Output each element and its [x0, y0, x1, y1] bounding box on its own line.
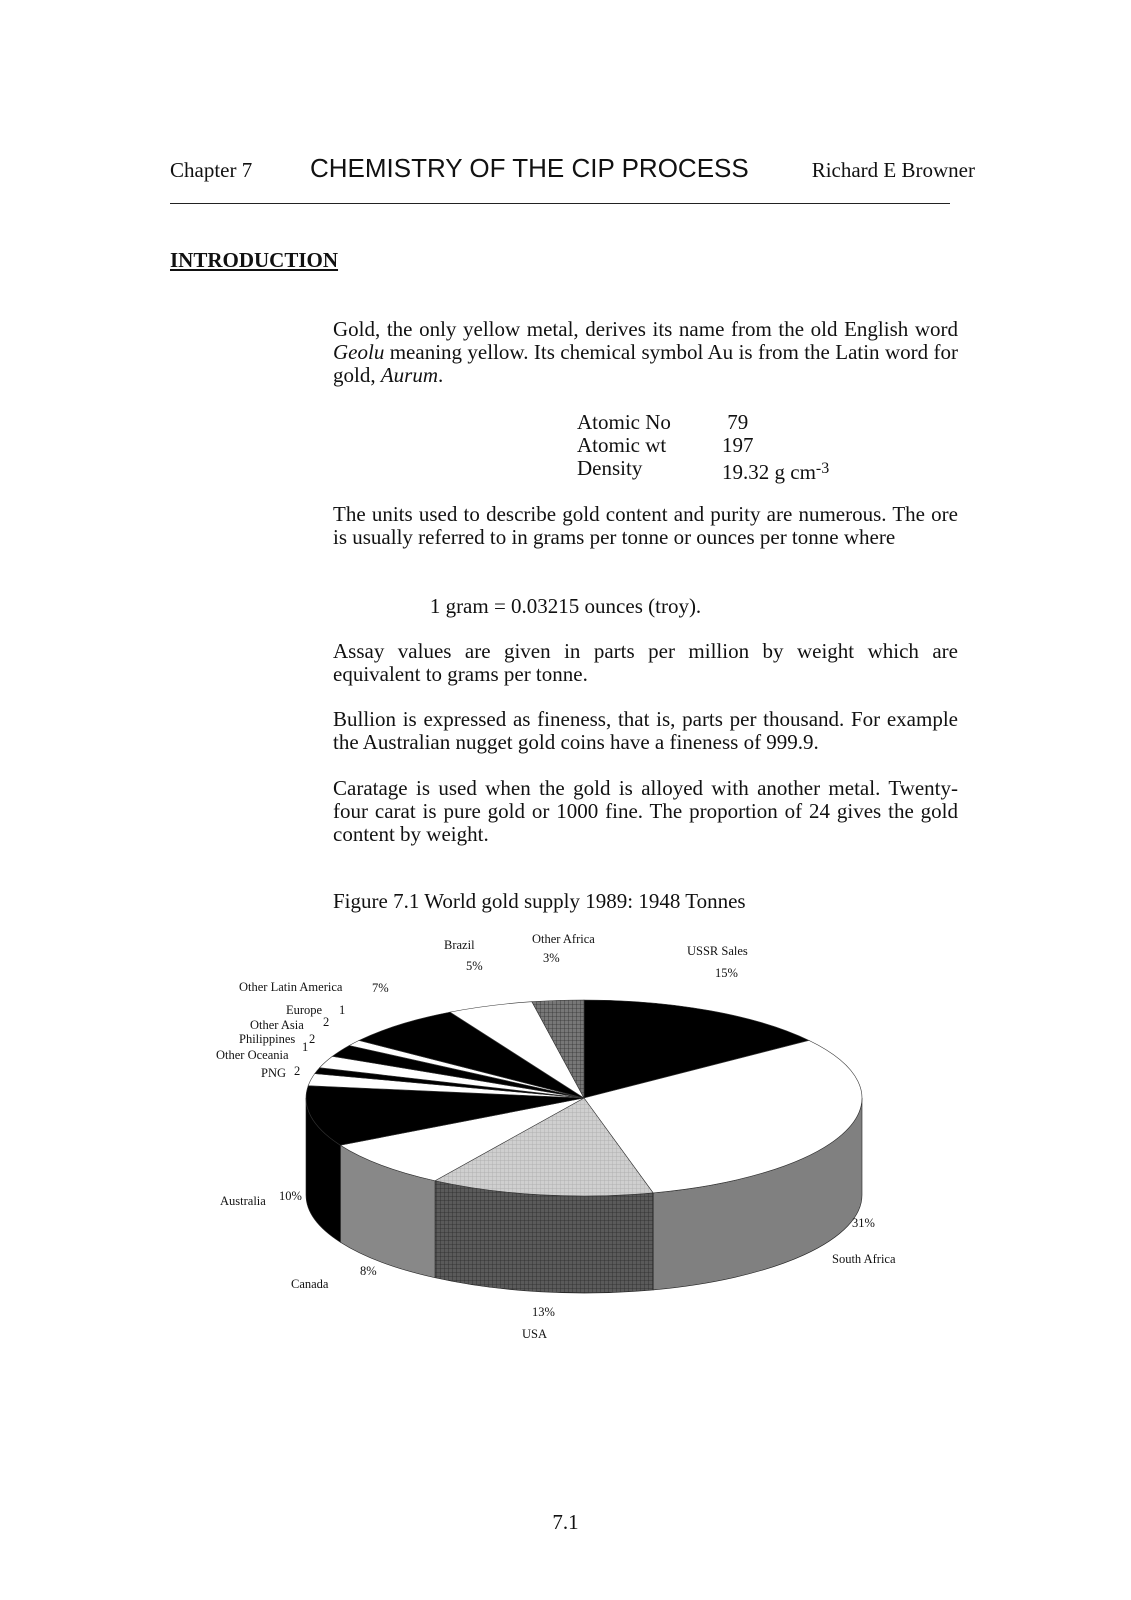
- label-brazil: Brazil: [444, 938, 475, 952]
- intro-paragraph-2: The units used to describe gold content and purity are numerous. The ore is usually referred to in grams per tonne or ounces per tonne where: [333, 502, 958, 549]
- property-label: Atomic wt: [577, 433, 667, 457]
- density-exponent: -3: [815, 460, 830, 477]
- property-label: Atomic No: [577, 410, 671, 434]
- property-value: 197: [722, 433, 754, 457]
- intro-paragraph-4: Bullion is expressed as fineness, that is, parts per thousand. For example the Australian nugget gold coins have a fineness of 999.9.: [333, 707, 958, 754]
- value-brazil: 5%: [466, 959, 483, 973]
- intro-paragraph-1: Gold, the only yellow metal, derives its name from the old English word Geolu meaning yellow. Its chemical symbol Au is from the Latin word for gold, Aurum.: [333, 317, 958, 387]
- pie-side-usa: [435, 1181, 653, 1293]
- value-canada: 8%: [360, 1264, 377, 1278]
- property-value: 79: [722, 410, 749, 434]
- word-aurum: Aurum: [380, 363, 439, 387]
- property-value: 19.32 g $cm^{-3}$: [722, 460, 830, 484]
- label-other-asia: Other Asia: [250, 1018, 304, 1032]
- label-other-latin-america: Other Latin America: [239, 980, 343, 994]
- label-ussr-sales: USSR Sales: [687, 944, 748, 958]
- value-australia: 10%: [279, 1189, 302, 1203]
- author-name: Richard E Browner: [811, 158, 975, 182]
- label-other-africa: Other Africa: [532, 932, 595, 946]
- intro-paragraph-3: Assay values are given in parts per million by weight which are equivalent to grams per tonne.: [333, 639, 958, 686]
- value-usa: 13%: [532, 1305, 555, 1319]
- word-geolu: Geolu: [333, 340, 385, 364]
- figure-caption: Figure 7.1 World gold supply 1989: 1948 Tonnes: [333, 889, 746, 913]
- value-europe: 1: [339, 1003, 346, 1017]
- value-ussr-sales: 15%: [715, 966, 738, 980]
- value-png: 2: [294, 1064, 301, 1078]
- value-other-africa: 3%: [543, 951, 560, 965]
- label-australia: Australia: [220, 1194, 266, 1208]
- section-heading: INTRODUCTION: [170, 248, 339, 272]
- chapter-label: Chapter 7: [170, 158, 253, 182]
- value-south-africa: 31%: [852, 1216, 875, 1230]
- pie-tops: [306, 1000, 862, 1196]
- conversion-equation: 1 gram = 0.03215 ounces (troy).: [429, 594, 702, 618]
- label-png: PNG: [261, 1066, 287, 1080]
- label-philippines: Philippines: [239, 1032, 296, 1046]
- label-usa: USA: [522, 1327, 548, 1341]
- property-label: Density: [577, 456, 643, 480]
- page-number: 7.1: [552, 1510, 579, 1534]
- value-philippines: 2: [309, 1032, 316, 1046]
- label-south-africa: South Africa: [832, 1252, 896, 1266]
- value-other-latin-america: 7%: [372, 981, 389, 995]
- label-other-oceania: Other Oceania: [216, 1048, 289, 1062]
- label-europe: Europe: [286, 1003, 323, 1017]
- chapter-title: CHEMISTRY OF THE CIP PROCESS: [310, 153, 749, 183]
- intro-paragraph-5: Caratage is used when the gold is alloyed with another metal. Twenty-four carat is pure gold or 1000 fine. The proportion of 24 gives the gold content by weight.: [333, 776, 958, 846]
- value-other-asia: 2: [323, 1015, 330, 1029]
- label-canada: Canada: [291, 1277, 329, 1291]
- value-other-oceania: 1: [302, 1040, 309, 1054]
